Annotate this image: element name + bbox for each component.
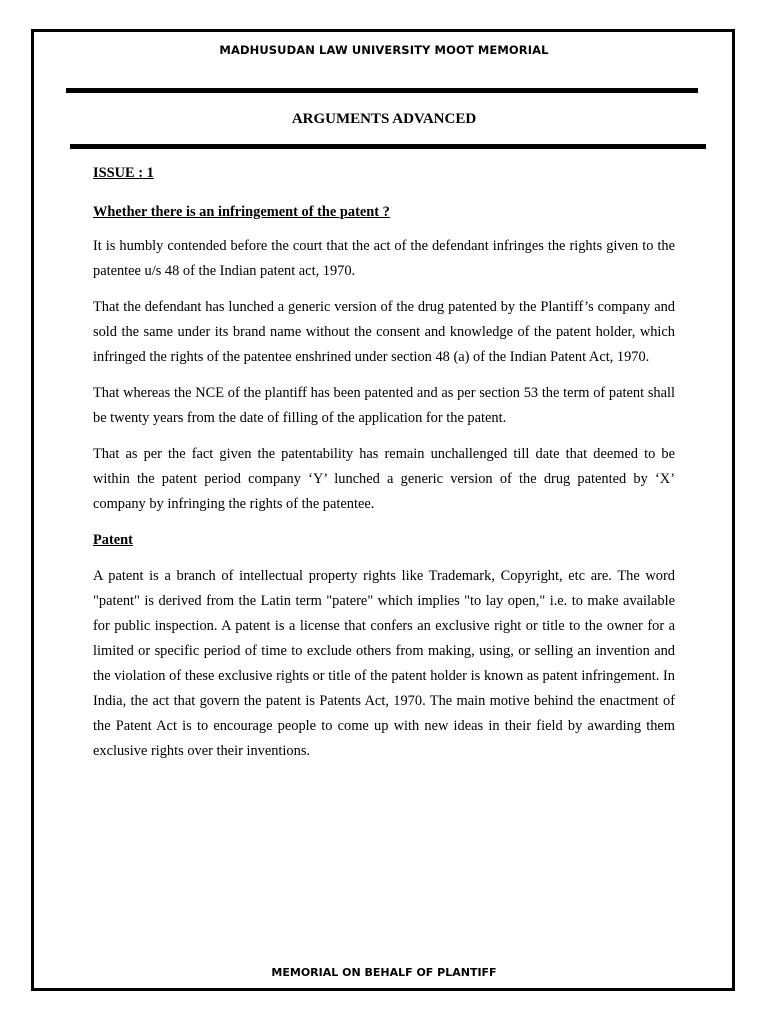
running-header: MADHUSUDAN LAW UNIVERSITY MOOT MEMORIAL xyxy=(219,43,549,57)
header-rule-top xyxy=(66,88,698,93)
issue-heading: ISSUE : 1 xyxy=(93,165,154,181)
section-title: ARGUMENTS ADVANCED xyxy=(291,111,477,127)
paragraph: That as per the fact given the patentability has remain unchallenged till date that deemed to be within the patent period company ‘Y’ lunched a generic version of the drug patented by ‘X’ company by infringing the rights of the patentee. xyxy=(93,446,675,512)
document-body xyxy=(93,161,675,775)
paragraph: That whereas the NCE of the plantiff has been patented and as per section 53 the term of patent shall be twenty years from the date of filling of the application for the patent. xyxy=(93,385,675,426)
patent-paragraph: A patent is a branch of intellectual property rights like Trademark, Copyright, etc are. The word "patent" is derived from the Latin term "patere" which implies "to lay open," i.e. to make available for public inspection. A patent is a license that confers an exclusive right or title to the owner for a limited or specific period of time to exclude others from making, using, or selling an invention and the violation of these exclusive rights or title of the patent holder is known as patent infringement. In India, the act that govern the patent is Patents Act, 1970. The main motive behind the enactment of the Patent Act is to encourage people to come up with new ideas in their field by awarding them exclusive rights over their inventions. xyxy=(93,568,675,759)
patent-heading: Patent xyxy=(93,532,133,548)
running-footer: MEMORIAL ON BEHALF OF PLANTIFF xyxy=(271,966,497,979)
header-rule-bottom xyxy=(70,144,706,149)
paragraph: That the defendant has lunched a generic version of the drug patented by the Plantiff’s company and sold the same under its brand name without the consent and knowledge of the patent holder, which infringed the rights of the patentee enshrined under section 48 (a) of the Indian Patent Act, 1970. xyxy=(93,299,675,365)
paragraph: It is humbly contended before the court that the act of the defendant infringes the rights given to the patentee u/s 48 of the Indian patent act, 1970. xyxy=(93,238,675,279)
issue-question: Whether there is an infringement of the patent ? xyxy=(93,204,390,220)
